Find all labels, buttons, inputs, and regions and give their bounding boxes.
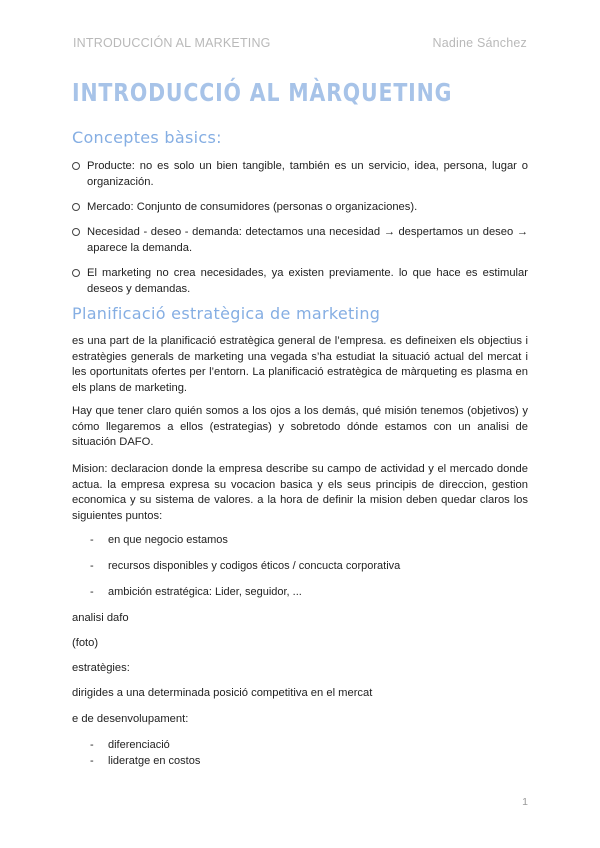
circle-bullet-icon <box>72 162 80 170</box>
page-number: 1 <box>522 796 528 808</box>
bullet-item: El marketing no crea necesidades, ya existen previamente. lo que hace es estimular deseos y demandas. <box>72 265 528 297</box>
text-estrategies: estratègies: <box>72 662 130 674</box>
text-desenvolupament: e de desenvolupament: <box>72 713 189 725</box>
page-header <box>73 36 527 50</box>
section-heading-basics: Conceptes bàsics: <box>72 128 222 147</box>
section-heading-planning: Planificació estratègica de marketing <box>72 304 381 323</box>
bullet-item: Necesidad - deseo - demanda: detectamos una necesidad → despertamos un deseo → aparece la demanda. <box>72 224 528 256</box>
text-dirigides: dirigides a una determinada posició competitiva en el mercat <box>72 687 373 699</box>
bullet-item: Mercado: Conjunto de consumidores (personas o organizaciones). <box>72 199 528 215</box>
text-foto: (foto) <box>72 637 99 649</box>
document-title: INTRODUCCIÓ AL MÀRQUETING <box>72 78 453 107</box>
circle-bullet-icon <box>72 203 80 211</box>
paragraph-mission: Mision: declaracion donde la empresa describe su campo de actividad y el mercado donde actua. la empresa expresa su vocacion basica y els seus principis de direccion, gestion economica y su sistema de valores. a la hora de definir la mision deben quedar claros los siguientes puntos: <box>72 463 528 522</box>
paragraph-dafo: Hay que tener claro quién somos a los ojos a los demás, qué misión tenemos (objetivos) y cómo llegaremos a ellos (estrategias) y sobretodo dónde estamos con un analisi de situación DAFO. <box>72 405 528 448</box>
circle-bullet-icon <box>72 228 80 236</box>
text-dafo: analisi dafo <box>72 612 129 624</box>
header-course-title: INTRODUCCIÓN AL MARKETING <box>73 36 271 50</box>
bullet-item: Producte: no es solo un bien tangible, también es un servicio, idea, persona, lugar o organización. <box>72 158 528 190</box>
header-author: Nadine Sánchez <box>432 36 527 50</box>
circle-bullet-icon <box>72 269 80 277</box>
paragraph-planning: es una part de la planificació estratègica general de l’empresa. es defineixen els objectius i estratègies generals de marketing una vegada s’ha estudiat la situació actual del mercat i les oportunitats ofertes per l’entorn. La planificació estratègica de màrqueting es plasma en els plans de marketing. <box>72 335 528 394</box>
